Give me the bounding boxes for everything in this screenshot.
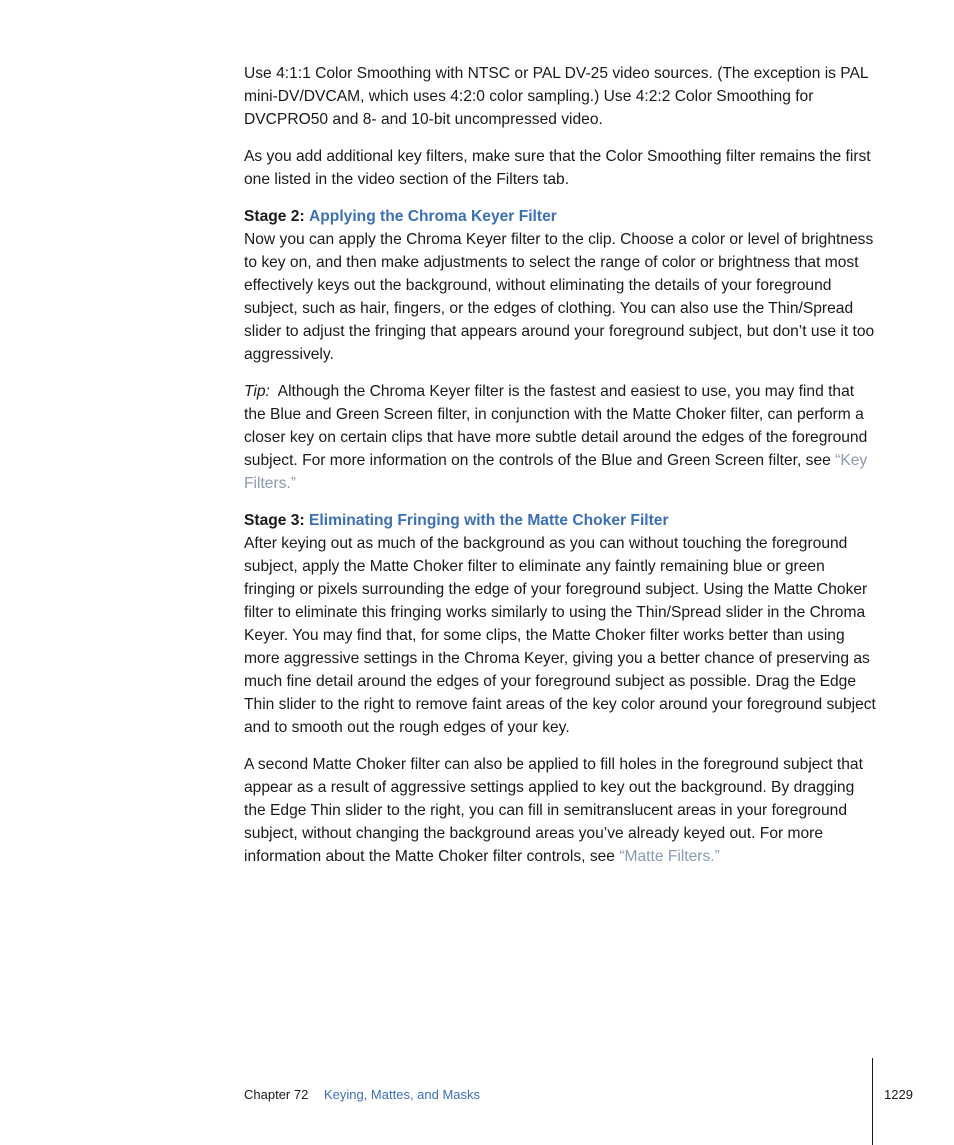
- key-filters-link[interactable]: “Key Filters.”: [244, 452, 868, 492]
- tip-label: Tip:: [244, 383, 270, 400]
- paragraph-key-filters-order: As you add additional key filters, make sure that the Color Smoothing filter remains the first one listed in the video section of the Filters tab.: [244, 148, 871, 188]
- stage-2-label: Stage 2:: [244, 208, 305, 225]
- tip-body: Although the Chroma Keyer filter is the fastest and easiest to use, you may find that the Blue and Green Screen filter, in conjunction with the Matte Choker filter, can perform a closer key on certain clips that have more subtle detail around the edges of the foreground subject. For more information on the controls of the Blue and Green Screen filter, see: [244, 383, 868, 469]
- second-matte-choker-body: A second Matte Choker filter can also be applied to fill holes in the foreground subject that appear as a result of aggressive settings applied to key out the background. By dragging the Edge Thin slider to the right, you can fill in semitranslucent areas in your foreground subject, without changing the background areas you’ve already keyed out. For more information about the Matte Choker filter controls, see: [244, 756, 863, 865]
- matte-filters-link[interactable]: “Matte Filters.”: [619, 848, 720, 865]
- stage-3-link[interactable]: Eliminating Fringing with the Matte Choker Filter: [309, 512, 669, 529]
- stage-2-link[interactable]: Applying the Chroma Keyer Filter: [309, 208, 557, 225]
- stage-3-body: After keying out as much of the background as you can without touching the foreground subject, apply the Matte Choker filter to eliminate any faintly remaining blue or green fringing or pixels surrounding the edge of your foreground subject. Using the Matte Choker filter to eliminate this fringing works similarly to using the Thin/Spread slider in the Chroma Keyer. You may find that, for some clips, the Matte Choker filter works better than using more aggressive settings in the Chroma Keyer, giving you a better chance of preserving as much fine detail around the edges of your foreground subject as possible. Drag the Edge Thin slider to the right to remove faint areas of the key color around your foreground subject and to smooth out the rough edges of your key.: [244, 535, 876, 736]
- page-number: 1229: [884, 1087, 913, 1102]
- page-body: [244, 62, 880, 868]
- footer-divider: [872, 1058, 873, 1145]
- stage-3-heading: [244, 509, 880, 532]
- footer-chapter-title-link[interactable]: Keying, Mattes, and Masks: [323, 1087, 481, 1102]
- paragraph-color-smoothing: Use 4:1:1 Color Smoothing with NTSC or PAL DV-25 video sources. (The exception is PAL mini-DV/DVCAM, which uses 4:2:0 color sampling.) Use 4:2:2 Color Smoothing for DVCPRO50 and 8- and 10-bit uncompressed video.: [244, 65, 869, 128]
- stage-2-heading: [244, 205, 880, 228]
- paragraph-second-matte-choker: [244, 753, 880, 868]
- stage-2-body: Now you can apply the Chroma Keyer filter to the clip. Choose a color or level of brightness to key on, and then make adjustments to select the range of color or brightness that most effectively keys out the background, without eliminating the details of your foreground subject, such as hair, fingers, or the edges of clothing. You can also use the Thin/Spread slider to adjust the fringing that appears around your foreground subject, but don’t use it too aggressively.: [244, 231, 875, 363]
- stage-3-label: Stage 3:: [244, 512, 305, 529]
- page-footer: [244, 1087, 480, 1103]
- footer-chapter: Chapter 72: [244, 1087, 309, 1102]
- tip-paragraph: [244, 380, 880, 495]
